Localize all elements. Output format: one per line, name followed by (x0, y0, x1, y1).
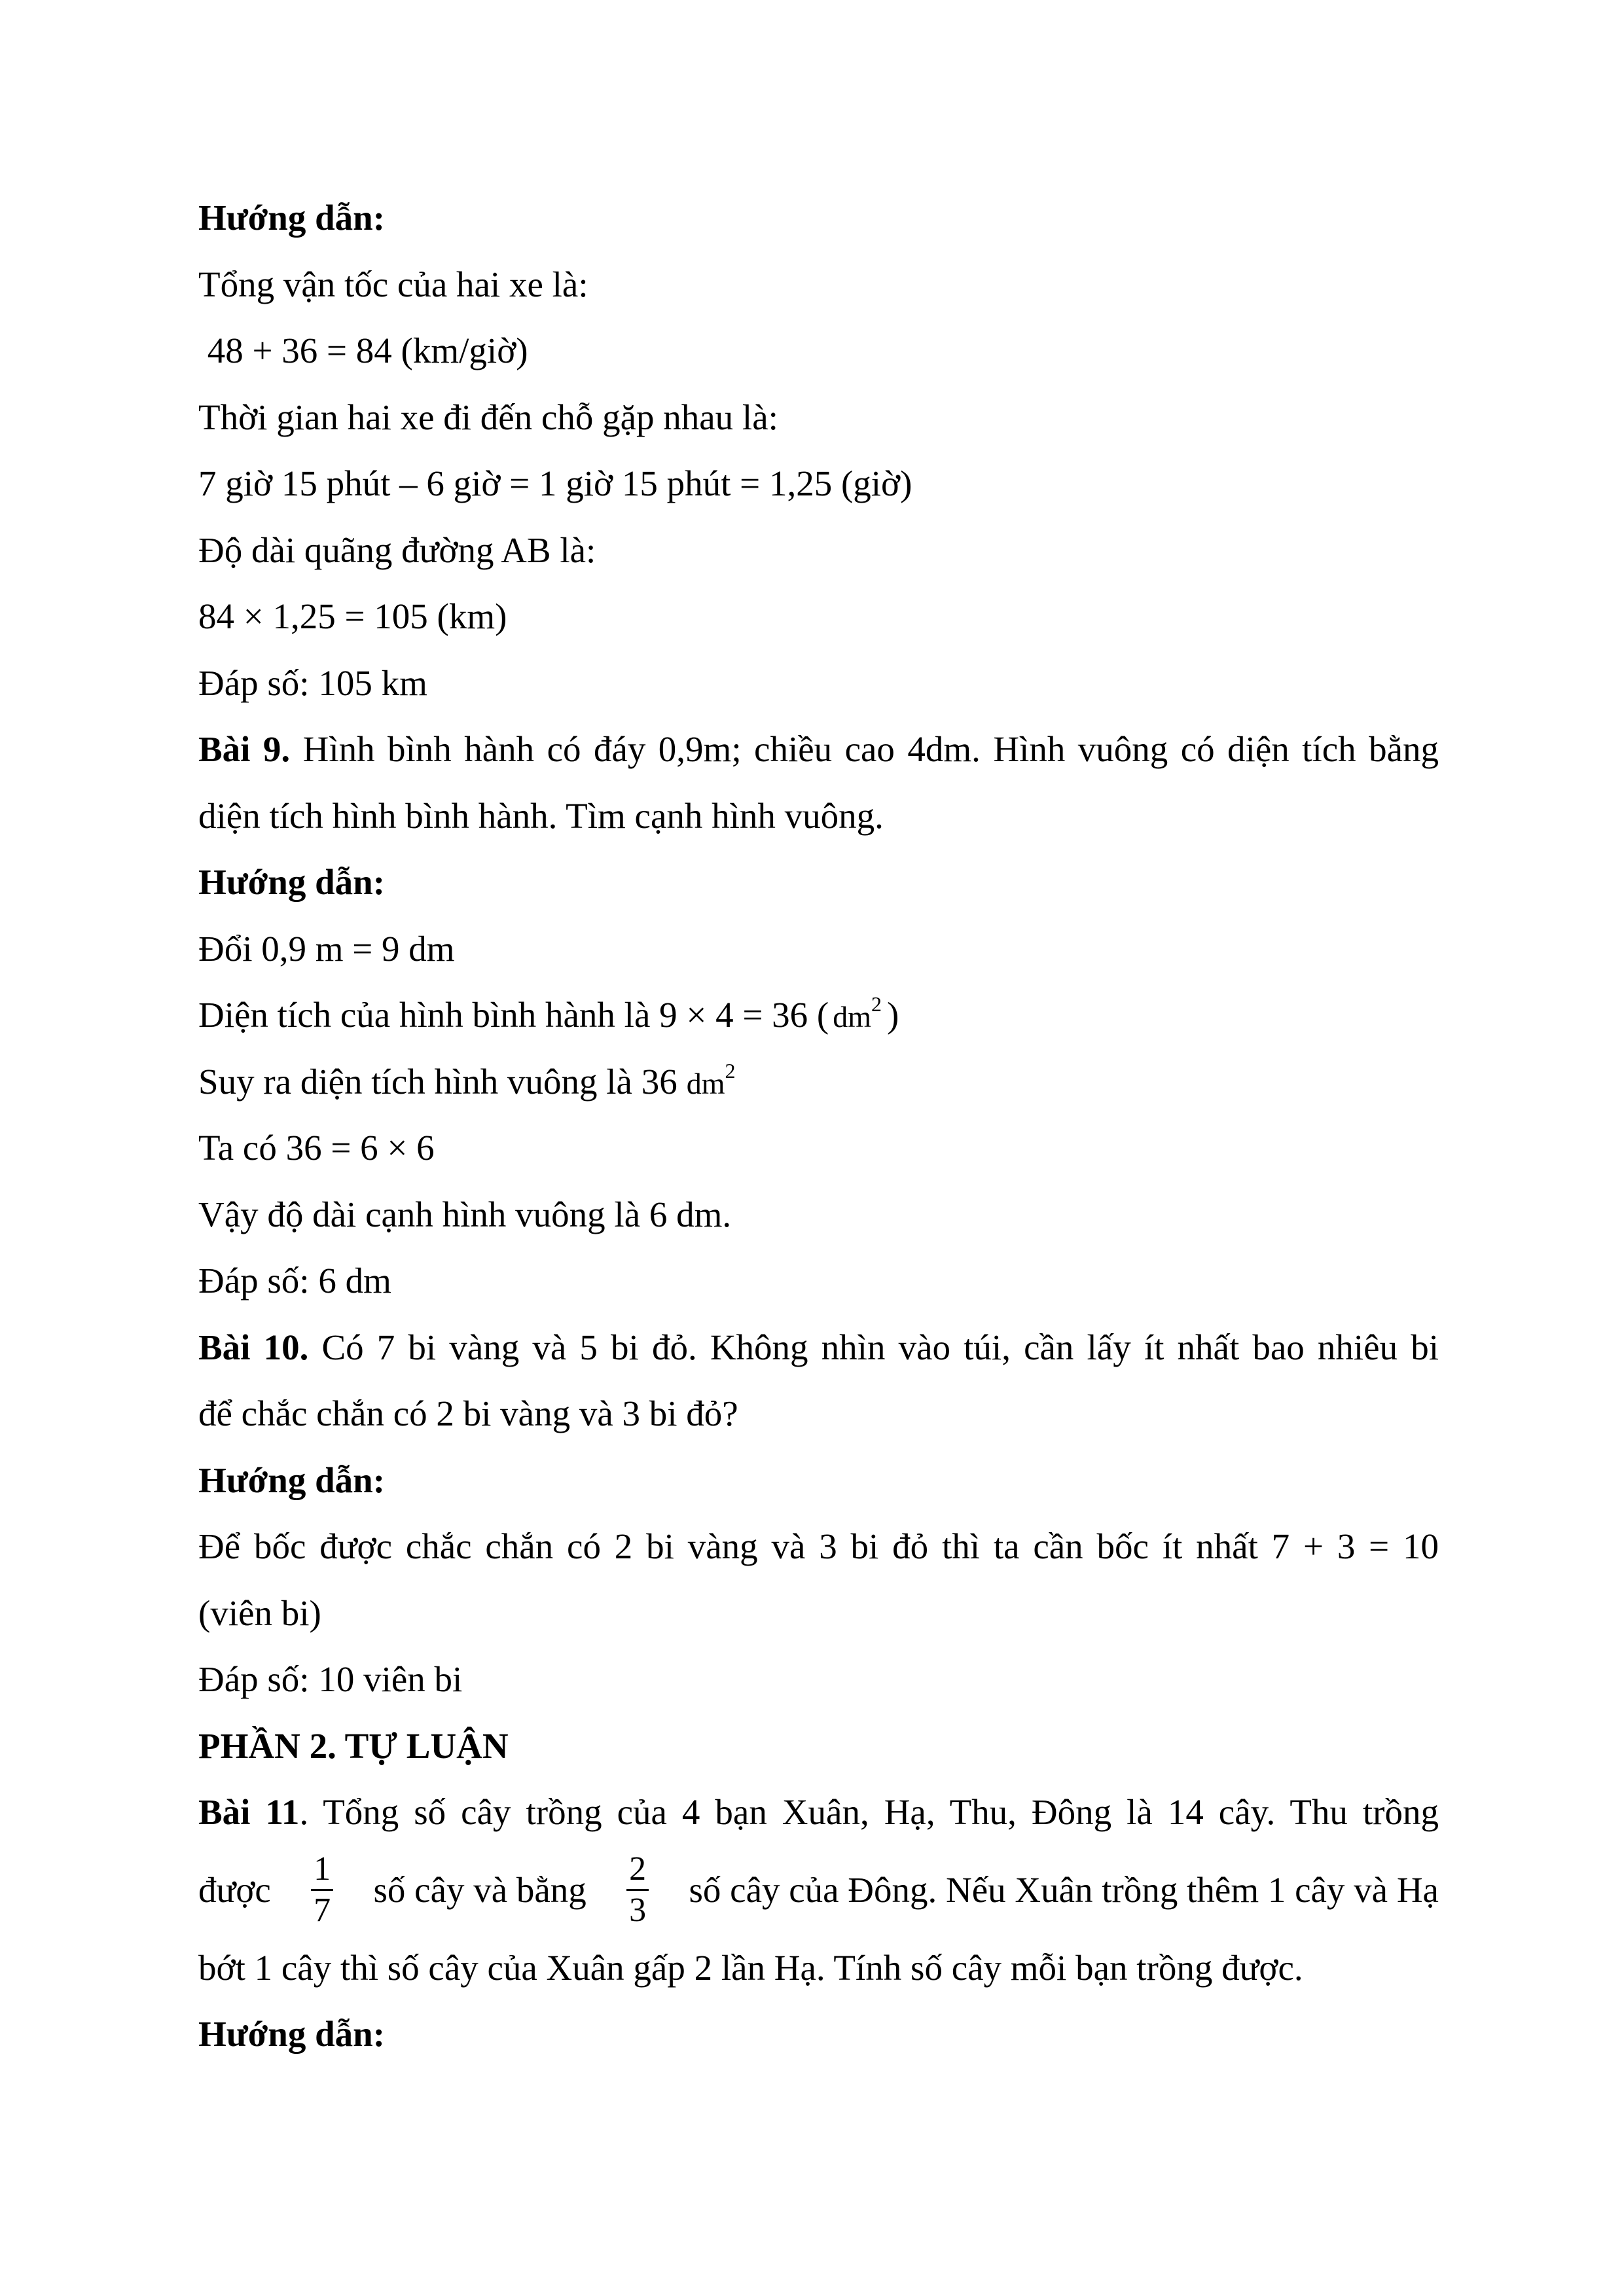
problem-10-label: Bài 10. (198, 1327, 309, 1367)
answer-line: Đáp số: 10 viên bi (198, 1659, 463, 1699)
guide-heading: Hướng dẫn: (198, 2014, 386, 2054)
problem-11-text: số cây của Đông. Nếu Xuân trồng thêm 1 cây và Hạ (689, 1870, 1439, 1910)
solution-line: Đổi 0,9 m = 9 dm (198, 928, 455, 969)
fraction-denominator: 7 (314, 1892, 331, 1929)
solution-line: Tổng vận tốc của hai xe là: (198, 264, 588, 304)
problem-9-question-line-1 (198, 716, 1439, 783)
exponent: 2 (871, 992, 882, 1016)
problem-10-question-line-2: để chắc chắn có 2 bi vàng và 3 bi đỏ? (198, 1393, 738, 1433)
solution-line: 48 + 36 = 84 (km/giờ) (198, 331, 528, 370)
problem-11-question-line-1 (198, 1779, 1439, 1846)
unit-dm: dm (686, 1066, 725, 1100)
problem-10-text: Có 7 bi vàng và 5 bi đỏ. Không nhìn vào túi, cần lấy ít nhất bao nhiêu bi (308, 1327, 1439, 1367)
solution-line: 7 giờ 15 phút – 6 giờ = 1 giờ 15 phút = 1,25 (giờ) (198, 463, 912, 503)
solution-line (198, 982, 1439, 1049)
problem-11-question-line-2 (198, 1846, 1439, 1935)
answer-line: Đáp số: 105 km (198, 662, 427, 703)
problem-11-text: được (198, 1870, 271, 1910)
solution-line: Ta có 36 = 6 × 6 (198, 1128, 435, 1168)
answer-line: Đáp số: 6 dm (198, 1261, 391, 1300)
problem-11-text: . Tổng số cây trồng của 4 bạn Xuân, Hạ, Thu, Đông là 14 cây. Thu trồng (299, 1792, 1439, 1832)
solution-line: Thời gian hai xe đi đến chỗ gặp nhau là: (198, 397, 778, 437)
fraction-numerator: 1 (314, 1850, 331, 1888)
problem-10-question-line-1 (198, 1314, 1439, 1381)
guide-heading: Hướng dẫn: (198, 862, 386, 902)
fraction-numerator: 2 (629, 1850, 647, 1888)
solution-line: (viên bi) (198, 1592, 321, 1633)
solution-line: Để bốc được chắc chắn có 2 bi vàng và 3 bi đỏ thì ta cần bốc ít nhất 7 + 3 = 10 (198, 1526, 1439, 1566)
problem-11-label: Bài 11 (198, 1792, 300, 1832)
guide-heading: Hướng dẫn: (198, 1460, 386, 1500)
square-area-text: Suy ra diện tích hình vuông là 36 (198, 1061, 677, 1102)
problem-11-question-line-3: bớt 1 cây thì số cây của Xuân gấp 2 lần Hạ. Tính số cây mỗi bạn trồng được. (198, 1947, 1303, 1988)
fraction-one-seventh (311, 1852, 333, 1928)
guide-heading: Hướng dẫn: (198, 198, 386, 238)
solution-line: Vậy độ dài cạnh hình vuông là 6 dm. (198, 1194, 732, 1234)
area-text: Diện tích của hình bình hành là 9 × 4 = 36 ( (198, 995, 829, 1035)
section-heading: PHẦN 2. TỰ LUẬN (198, 1725, 509, 1766)
problem-9-question-line-2: diện tích hình bình hành. Tìm cạnh hình vuông. (198, 795, 884, 836)
problem-9-label: Bài 9. (198, 729, 291, 769)
unit-dm: dm (833, 1000, 872, 1033)
close-paren: ) (887, 995, 899, 1035)
fraction-denominator: 3 (629, 1892, 647, 1929)
solution-line: 84 × 1,25 = 105 (km) (198, 596, 507, 636)
problem-9-text: Hình bình hành có đáy 0,9m; chiều cao 4dm. Hình vuông có diện tích bằng (290, 729, 1439, 769)
document-page (198, 185, 1439, 2068)
exponent: 2 (725, 1058, 736, 1083)
solution-line: Độ dài quãng đường AB là: (198, 529, 596, 570)
solution-line (198, 1049, 1439, 1115)
fraction-two-thirds (626, 1852, 649, 1928)
problem-11-text: số cây và bằng (373, 1870, 586, 1910)
